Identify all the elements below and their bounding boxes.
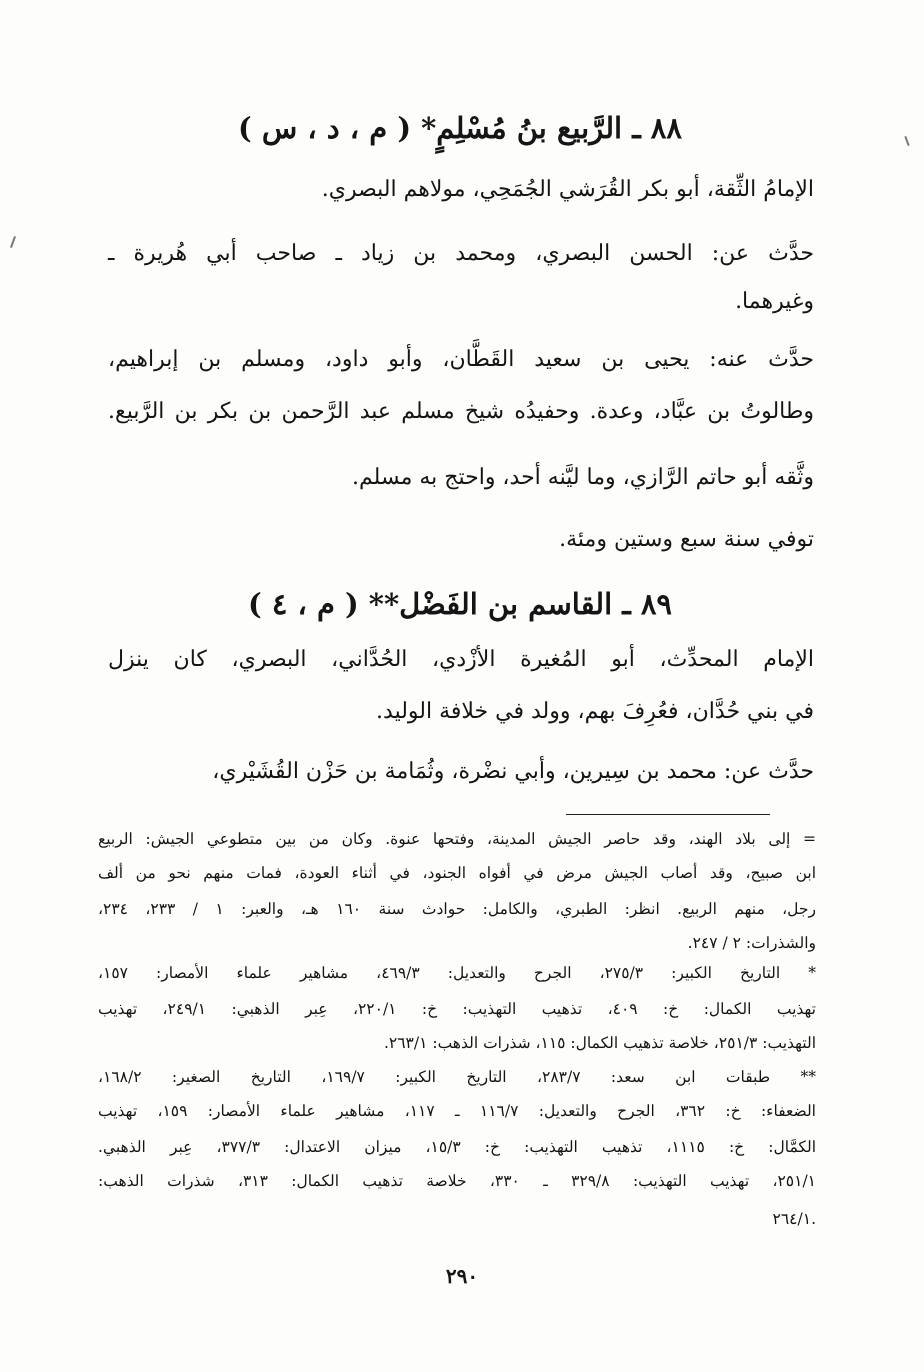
entry-88-line-7: توفي سنة سبع وستين ومئة.: [559, 527, 814, 552]
scan-mark-left: [10, 236, 16, 248]
entry-88-line-3: وغيرهما.: [735, 289, 814, 314]
footnote-continuation-line-1: = إلى بلاد الهند، وقد حاصر الجيش المدينة، وفتحها عنوة. وكان من بين متطوعي الجيش: الربيع: [98, 830, 816, 848]
footnote-2-line-2: الضعفاء: خ: ٣٦٢، الجرح والتعديل: ١١٦/٧ ـ ١١٧، مشاهير علماء الأمصار: ١٥٩، تهذيب: [98, 1102, 816, 1120]
footnote-2-line-4: ٢٥١/١، تهذيب التهذيب: ٣٢٩/٨ ـ ٣٣٠، خلاصة تذهيب الكمال: ٣١٣، شذرات الذهب:: [98, 1172, 817, 1190]
footnote-2-line-5: ٢٦٤/١.: [772, 1210, 816, 1228]
footnote-2-line-1: ** طبقات ابن سعد: ٢٨٣/٧، التاريخ الكبير: ١٦٩/٧، التاريخ الصغير: ١٦٨/٢،: [98, 1068, 816, 1086]
page-number: ٢٩٠: [445, 1264, 479, 1288]
footnote-1-line-3: التهذيب: ٢٥١/٣، خلاصة تذهيب الكمال: ١١٥، شذرات الذهب: ٢٦٣/١.: [383, 1034, 816, 1052]
footnote-1-line-2: تهذيب الكمال: خ: ٤٠٩، تذهيب التهذيب: خ: ٢٢٠/١، عِبر الذهبي: ٢٤٩/١، تهذيب: [98, 1000, 816, 1018]
entry-88-line-2: حدَّث عن: الحسن البصري، ومحمد بن زياد ـ صاحب أبي هُريرة ـ: [108, 241, 814, 266]
footnote-2-line-3: الكمَّال: خ: ١١١٥، تذهيب التهذيب: خ: ١٥/٣، ميزان الاعتدال: ٣٧٧/٣، عِبر الذهبي.: [98, 1138, 817, 1156]
footnote-continuation-line-2: ابن صبيح، وقد أصاب الجيش مرض في أفواه الجنود، في أثناء العودة، فمات منهم نحو من ألف: [98, 864, 816, 882]
entry-88-line-1: الإمامُ الثِّقة، أبو بكر القُرَشي الجُمَحِي، مولاهم البصري.: [321, 177, 814, 202]
entry-88-line-5: وطالوتُ بن عبَّاد، وعدة. وحفيدُه شيخ مسلم عبد الرَّحمن بن بكر بن الرَّبيع.: [108, 399, 814, 424]
footnote-separator: [566, 814, 770, 815]
footnote-continuation-line-3: رجل، منهم الربيع. انظر: الطبري، والكامل: حوادث سنة ١٦٠ هـ، والعبر: ١ / ٢٣٣، ٢٣٤،: [98, 900, 816, 918]
entry-88-line-4: حدَّث عنه: يحيى بن سعيد القَطَّان، وأبو داود، ومسلم بن إبراهيم،: [108, 347, 814, 372]
entry-89-heading: ٨٩ ـ القاسم بن الفَضْل** ( م ، ٤ ): [247, 587, 672, 621]
footnote-continuation-line-4: والشذرات: ٢ / ٢٤٧.: [687, 934, 816, 952]
entry-89-line-3: حدَّث عن: محمد بن سِيرين، وأبي نضْرة، وثُمَامة بن حَزْن القُشَيْري،: [212, 759, 814, 784]
footnote-1-line-1: * التاريخ الكبير: ٢٧٥/٣، الجرح والتعديل: ٤٦٩/٣، مشاهير علماء الأمصار: ١٥٧،: [98, 964, 816, 982]
entry-89-line-1: الإمام المحدِّث، أبو المُغيرة الأزْدي، الحُدَّاني، البصري، كان ينزل: [108, 647, 814, 672]
entry-89-line-2: في بني حُدَّان، فعُرِفَ بهم، وولد في خلافة الوليد.: [376, 699, 814, 724]
scan-mark-right: [904, 136, 909, 146]
entry-88-line-6: وثَّقه أبو حاتم الرَّازي، وما ليَّنه أحد، واحتج به مسلم.: [352, 465, 814, 490]
entry-88-heading: ٨٨ ـ الرَّبيع بنُ مُسْلِمٍ* ( م ، د ، س ): [238, 111, 682, 145]
